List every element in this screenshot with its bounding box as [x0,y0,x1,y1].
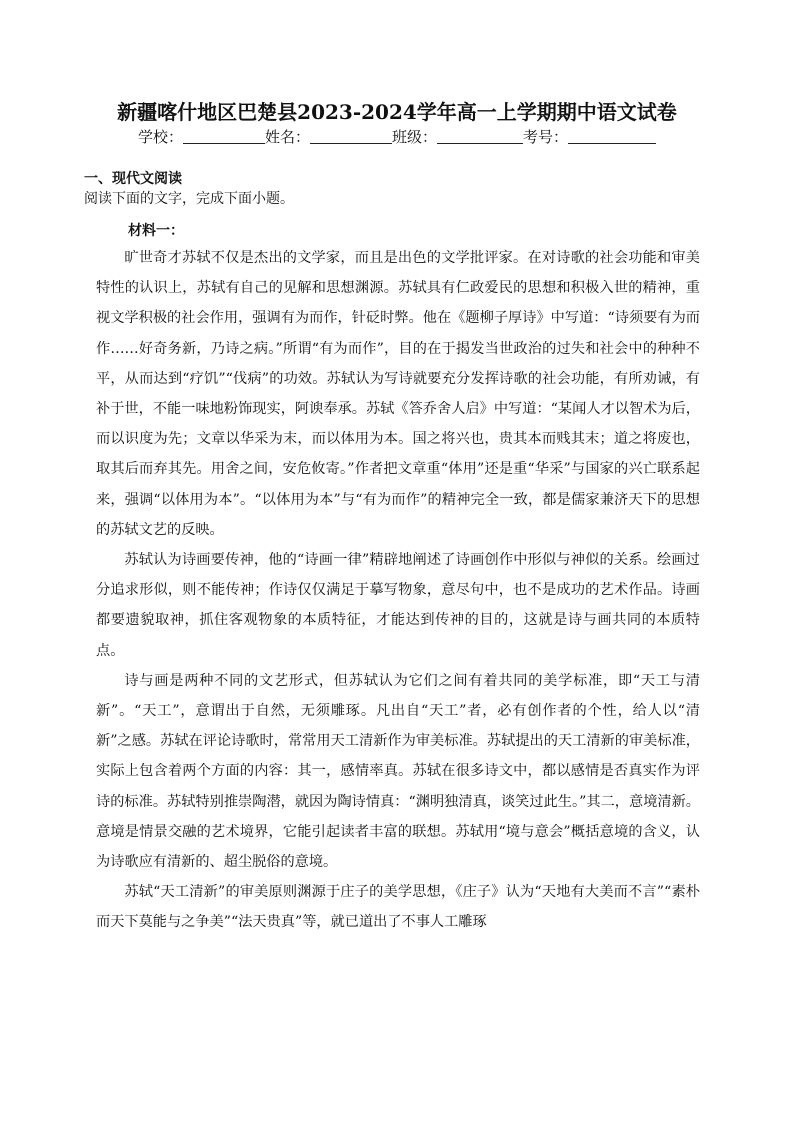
class-label: 班级： [392,128,438,146]
passage-paragraph-4: 苏轼“天工清新”的审美原则渊源于庄子的美学思想，《庄子》认为“天地有大美而不言”“素朴而天下莫能与之争美”“法天贵真”等，就已道出了不事人工雕琢 [96,884,700,931]
exam-no-label: 考号： [523,128,569,146]
section-heading: 一、现代文阅读 [84,171,182,187]
material-label: 材料一： [128,223,184,239]
name-label: 姓名： [264,128,310,146]
reading-passage [96,243,700,938]
passage-paragraph-2: 苏轼认为诗画要传神，他的“诗画一律”精辟地阐述了诗画创作中形似与神似的关系。绘画过分追求形似，则不能传神；作诗仅仅满足于摹写物象，意尽句中，也不是成功的艺术作品。诗画都要遗貌取神，抓住客观物象的本质特征，才能达到传神的目的，这就是诗与画共同的本质特点。 [96,552,700,659]
instruction-text: 阅读下面的文字，完成下面小题。 [84,191,294,207]
passage-paragraph-1: 旷世奇才苏轼不仅是杰出的文学家，而且是出色的文学批评家。在对诗歌的社会功能和审美特性的认识上，苏轼有自己的见解和思想渊源。苏轼具有仁政爱民的思想和积极入世的精神，重视文学积极的社会作用，强调有为而作，针砭时弊。他在《题柳子厚诗》中写道：“诗须要有为而作……好奇务新，乃诗之病。”所谓“有为而作”，目的在于揭发当世政治的过失和社会中的种种不平，从而达到“疗饥”“伐病”的功效。苏轼认为写诗就要充分发挥诗歌的社会功能，有所劝诫，有补于世，不能一味地粉饰现实，阿谀奉承。苏轼《答乔舍人启》中写道：“某闻人才以智术为后，而以识度为先；文章以华采为末，而以体用为本。国之将兴也，贵其本而贱其末；道之将废也，取其后而弃其先。用舍之间，安危攸寄。”作者把文章重“体用”还是重“华采”与国家的兴亡联系起来，强调“以体用为本”。“以体用为本”与“有为而作”的精神完全一致，都是儒家兼济天下的思想的苏轼文艺的反映。 [96,250,700,538]
page-title: 新疆喀什地区巴楚县2023-2024学年高一上学期期中语文试卷 [117,100,677,124]
school-blank[interactable] [183,129,265,144]
passage-paragraph-3: 诗与画是两种不同的文艺形式，但苏轼认为它们之间有着共同的美学标准，即“天工与清新”。“天工”，意谓出于自然，无须雕琢。凡出自“天工”者，必有创作者的个性，给人以“清新”之感。苏轼在评论诗歌时，常常用天工清新作为审美标准。苏轼提出的天工清新的审美标准，实际上包含着两个方面的内容：其一，感情率真。苏轼在很多诗文中，都以感情是否真实作为评诗的标准。苏轼特别推崇陶潜，就因为陶诗情真：“渊明独清真，谈笑过此生。”其二，意境清新。意境是情景交融的艺术境界，它能引起读者丰富的联想。苏轼用“境与意会”概括意境的含义，认为诗歌应有清新的、超尘脱俗的意境。 [96,672,700,871]
class-blank[interactable] [437,129,523,144]
exam-no-blank[interactable] [568,129,656,144]
name-blank[interactable] [310,129,392,144]
school-label: 学校： [137,128,183,146]
student-info-line [0,126,794,147]
